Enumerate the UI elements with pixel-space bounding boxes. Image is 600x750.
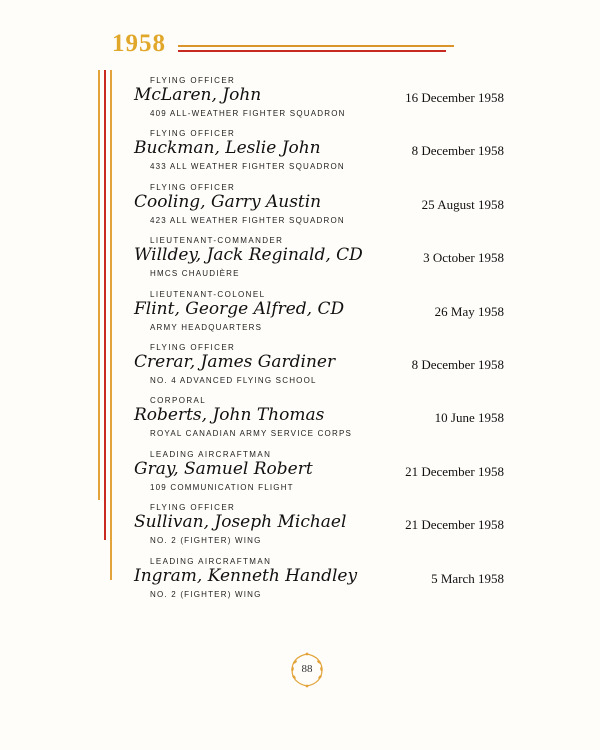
entry-date: 16 December 1958 <box>405 90 504 105</box>
entry-unit: NO. 2 (FIGHTER) WING <box>150 589 262 599</box>
entry-name: Roberts, John Thomas <box>134 405 325 426</box>
memorial-entry <box>134 396 504 449</box>
memorial-entry <box>134 183 504 236</box>
entry-date: 26 May 1958 <box>434 303 504 319</box>
page-number-ornament <box>284 650 330 690</box>
margin-rule-gold-right <box>110 70 112 580</box>
entry-rank: FLYING OFFICER <box>150 129 236 139</box>
entry-unit: 109 COMMUNICATION FLIGHT <box>150 482 294 492</box>
entry-date: 10 June 1958 <box>434 410 504 426</box>
page-year-heading: 1958 <box>112 30 166 57</box>
entry-rank: LEADING AIRCRAFTMAN <box>150 449 272 459</box>
entry-rank: FLYING OFFICER <box>150 182 236 192</box>
entry-unit: ROYAL CANADIAN ARMY SERVICE CORPS <box>150 429 353 439</box>
year-rule-red <box>178 50 446 52</box>
margin-rule-red <box>104 70 106 540</box>
memorial-entry <box>134 236 504 289</box>
entry-date: 21 December 1958 <box>405 463 504 479</box>
entry-name: McLaren, John <box>134 85 262 105</box>
year-rule-gold <box>178 45 454 47</box>
entry-rank: LIEUTENANT-COLONEL <box>150 289 266 299</box>
entry-unit: 433 ALL WEATHER FIGHTER SQUADRON <box>150 162 345 172</box>
memorial-entry <box>134 557 504 610</box>
entry-rank: CORPORAL <box>150 396 207 406</box>
memorial-entry <box>134 290 504 343</box>
entry-date: 8 December 1958 <box>411 356 504 372</box>
entry-name: Cooling, Garry Austin <box>134 191 322 212</box>
entry-rank: FLYING OFFICER <box>150 342 236 352</box>
memorial-entry <box>134 343 504 396</box>
entry-date: 25 August 1958 <box>421 196 504 212</box>
entry-name: Sullivan, Joseph Michael <box>134 512 347 533</box>
entry-name: Gray, Samuel Robert <box>134 458 313 479</box>
entry-unit: NO. 2 (FIGHTER) WING <box>150 536 262 546</box>
entry-rank: FLYING OFFICER <box>150 76 236 85</box>
entry-date: 3 October 1958 <box>423 250 504 266</box>
memorial-entries-list <box>134 76 504 610</box>
entry-unit: 409 ALL-WEATHER FIGHTER SQUADRON <box>150 109 346 118</box>
memorial-entry <box>134 503 504 556</box>
memorial-entry <box>134 129 504 182</box>
entry-date: 5 March 1958 <box>431 570 504 586</box>
entry-unit: 423 ALL WEATHER FIGHTER SQUADRON <box>150 215 345 225</box>
entry-rank: LEADING AIRCRAFTMAN <box>150 556 272 566</box>
entry-name: Willdey, Jack Reginald, CD <box>134 245 363 266</box>
memorial-entry <box>134 450 504 503</box>
entry-rank: LIEUTENANT-COMMANDER <box>150 236 284 246</box>
entry-date: 21 December 1958 <box>405 517 504 533</box>
entry-name: Crerar, James Gardiner <box>134 351 336 372</box>
entry-unit: NO. 4 ADVANCED FLYING SCHOOL <box>150 375 317 385</box>
entry-name: Ingram, Kenneth Handley <box>134 565 358 586</box>
entry-name: Buckman, Leslie John <box>134 138 321 159</box>
entry-unit: ARMY HEADQUARTERS <box>150 322 263 332</box>
page-number: 88 <box>301 663 313 675</box>
entry-unit: HMCS CHAUDIÈRE <box>150 269 240 279</box>
entry-rank: FLYING OFFICER <box>150 503 236 513</box>
entry-name: Flint, George Alfred, CD <box>134 298 345 319</box>
entry-date: 8 December 1958 <box>411 143 504 159</box>
memorial-entry <box>134 76 504 129</box>
margin-rule-gold-left <box>98 70 100 500</box>
